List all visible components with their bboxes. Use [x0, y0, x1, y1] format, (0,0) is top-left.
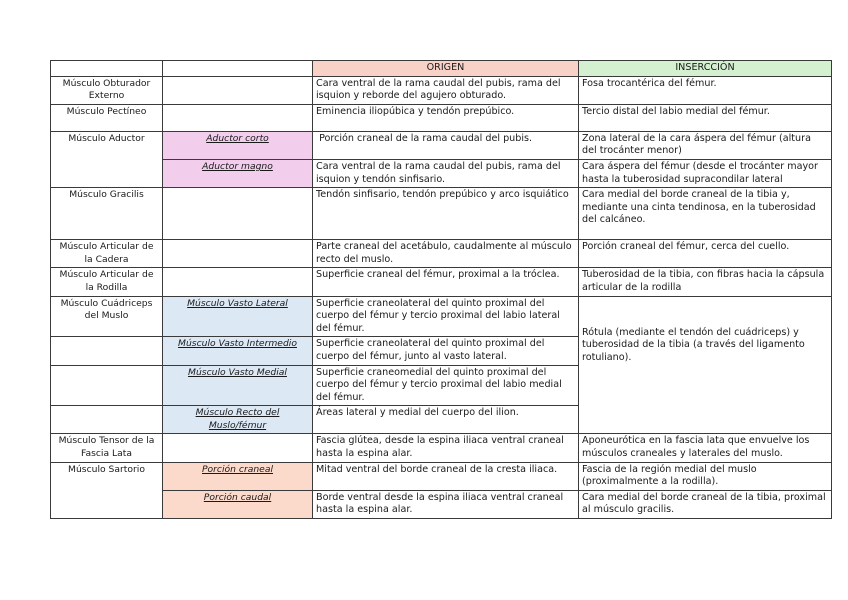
- empty-cell: [163, 268, 313, 296]
- muscle-name: Músculo Gracilis: [51, 188, 163, 240]
- empty-cell: [163, 104, 313, 131]
- origen-cell: Cara ventral de la rama caudal del pubis, rama del isquion y reborde del agujero obturado.: [313, 76, 579, 104]
- empty-cell: [51, 365, 163, 406]
- origen-cell: Fascia glútea, desde la espina iliaca ventral craneal hasta la espina alar.: [313, 434, 579, 462]
- row-articular-rodilla: [51, 268, 832, 296]
- insercion-cell: Porción craneal del fémur, cerca del cuello.: [579, 240, 832, 268]
- sub-muscle-name: Músculo Vasto Medial: [163, 365, 313, 406]
- muscle-name: Músculo Sartorio: [51, 462, 163, 518]
- origen-cell: Superficie craneolateral del quinto proximal del cuerpo del fémur, junto al vasto lateral.: [313, 337, 579, 365]
- row-gracilis: [51, 188, 832, 240]
- sub-muscle-name: Músculo Recto del Muslo/fémur: [163, 406, 313, 434]
- muscle-name: Músculo Tensor de la Fascia Lata: [51, 434, 163, 462]
- origen-cell: Superficie craneal del fémur, proximal a la tróclea.: [313, 268, 579, 296]
- row-pectineo: [51, 104, 832, 131]
- origen-cell: Eminencia iliopúbica y tendón prepúbico.: [313, 104, 579, 131]
- header-insercion: INSERCCIÓN: [579, 61, 832, 77]
- row-aductor-magno: [51, 159, 832, 187]
- insercion-cell: Cara áspera del fémur (desde el trocánter mayor hasta la tuberosidad supracondilar lateral: [579, 159, 832, 187]
- empty-cell: [163, 240, 313, 268]
- origen-cell: Áreas lateral y medial del cuerpo del ilion.: [313, 406, 579, 434]
- row-sartorio-craneal: [51, 462, 832, 490]
- row-aductor-corto: [51, 131, 832, 159]
- row-vasto-lateral: [51, 296, 832, 337]
- header-muscle: [51, 61, 163, 77]
- insercion-cell: Zona lateral de la cara áspera del fémur (altura del trocánter menor): [579, 131, 832, 159]
- header-origen: ORIGEN: [313, 61, 579, 77]
- origen-cell: Tendón sinfisario, tendón prepúbico y arco isquiático: [313, 188, 579, 240]
- origen-cell: Cara ventral de la rama caudal del pubis, rama del isquion y tendón sinfisario.: [313, 159, 579, 187]
- insercion-cell: Fascia de la región medial del muslo (proximalmente a la rodilla).: [579, 462, 832, 490]
- muscle-name: Músculo Pectíneo: [51, 104, 163, 131]
- muscle-name: Músculo Cuádriceps del Muslo: [51, 296, 163, 337]
- header-part: [163, 61, 313, 77]
- muscle-name: Músculo Aductor: [51, 131, 163, 187]
- insercion-cell: Rótula (mediante el tendón del cuádriceps) y tuberosidad de la tibia (a través del ligamento rotuliano).: [579, 296, 832, 434]
- sub-muscle-name: Músculo Vasto Intermedio: [163, 337, 313, 365]
- muscle-name: Músculo Articular de la Rodilla: [51, 268, 163, 296]
- muscle-name: Músculo Articular de la Cadera: [51, 240, 163, 268]
- row-articular-cadera: [51, 240, 832, 268]
- insercion-cell: Cara medial del borde craneal de la tibia, proximal al músculo gracilis.: [579, 490, 832, 518]
- origen-cell: Parte craneal del acetábulo, caudalmente al músculo recto del muslo.: [313, 240, 579, 268]
- row-sartorio-caudal: [51, 490, 832, 518]
- empty-cell: [51, 337, 163, 365]
- origen-cell: Mitad ventral del borde craneal de la cresta iliaca.: [313, 462, 579, 490]
- sub-muscle-name: Aductor corto: [163, 131, 313, 159]
- origen-cell: Superficie craneomedial del quinto proximal del cuerpo del fémur y tercio proximal del labio medial del fémur.: [313, 365, 579, 406]
- insercion-cell: Tuberosidad de la tibia, con fibras hacia la cápsula articular de la rodilla: [579, 268, 832, 296]
- sub-muscle-name: Músculo Vasto Lateral: [163, 296, 313, 337]
- sub-muscle-name: Aductor magno: [163, 159, 313, 187]
- muscle-name: Músculo Obturador Externo: [51, 76, 163, 104]
- muscle-table: [50, 60, 832, 519]
- row-obturador: [51, 76, 832, 104]
- origen-cell: Superficie craneolateral del quinto proximal del cuerpo del fémur y tercio proximal del labio lateral del fémur.: [313, 296, 579, 337]
- insercion-cell: Aponeurótica en la fascia lata que envuelve los músculos craneales y laterales del muslo.: [579, 434, 832, 462]
- insercion-cell: Tercio distal del labio medial del fémur.: [579, 104, 832, 131]
- empty-cell: [163, 434, 313, 462]
- empty-cell: [163, 76, 313, 104]
- insercion-cell: Fosa trocantérica del fémur.: [579, 76, 832, 104]
- sub-muscle-name: Porción craneal: [163, 462, 313, 490]
- row-tensor: [51, 434, 832, 462]
- insercion-cell: Cara medial del borde craneal de la tibia y, mediante una cinta tendinosa, en la tuberosidad del calcáneo.: [579, 188, 832, 240]
- header-row: [51, 61, 832, 77]
- origen-cell: Borde ventral desde la espina iliaca ventral craneal hasta la espina alar.: [313, 490, 579, 518]
- sub-muscle-name: Porción caudal: [163, 490, 313, 518]
- empty-cell: [51, 406, 163, 434]
- origen-cell: Porción craneal de la rama caudal del pubis.: [313, 131, 579, 159]
- empty-cell: [163, 188, 313, 240]
